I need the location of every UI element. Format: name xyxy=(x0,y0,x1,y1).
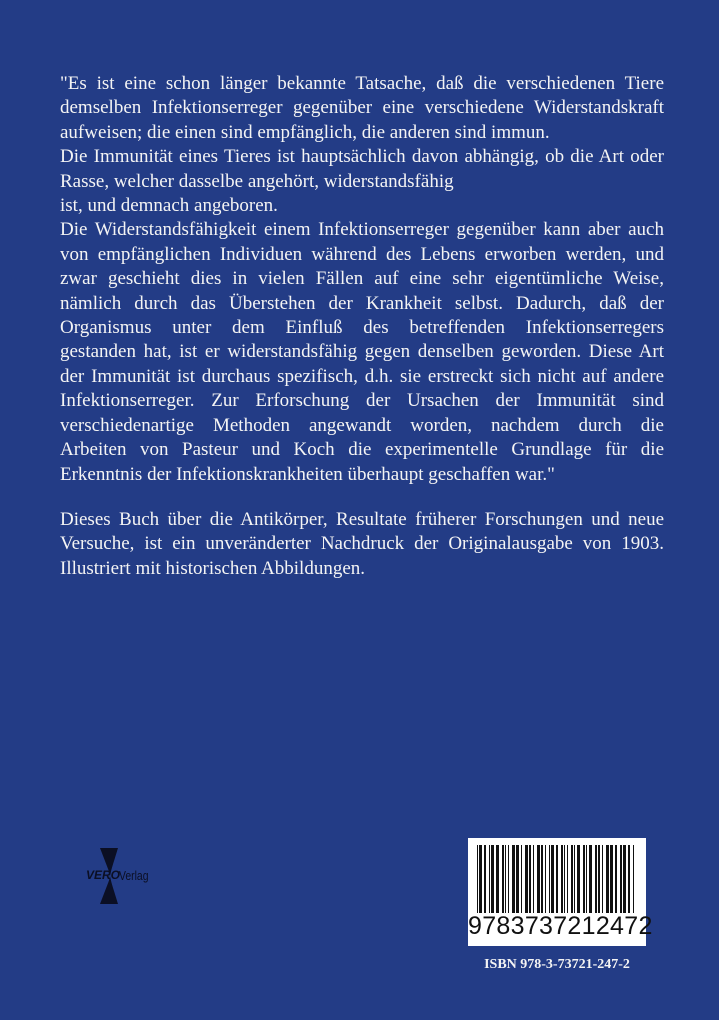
blurb-paragraph xyxy=(60,72,664,487)
barcode-bar xyxy=(595,845,597,913)
barcode-bar xyxy=(533,845,534,913)
barcode-bar xyxy=(537,845,540,913)
blurb-line: Die Widerstandsfähigkeit einem Infektionserreger gegenüber kann aber auch xyxy=(60,219,664,241)
barcode-bar xyxy=(496,845,499,913)
barcode-bar xyxy=(623,845,626,913)
barcode-bar xyxy=(586,845,587,913)
blurb-line: demselben Infektionserreger gegenüber eine verschiedene Widerstandskraft xyxy=(60,97,664,119)
back-cover-blurb xyxy=(60,72,664,602)
logo-verlag-text: Verlag xyxy=(119,868,149,883)
isbn-barcode xyxy=(468,838,653,946)
blurb-line: zwar geschieht dies in vielen Fällen auf eine sehr eigentümliche Weise, xyxy=(60,268,664,290)
barcode-bar xyxy=(549,845,550,913)
barcode-bar xyxy=(479,845,482,913)
barcode-bar xyxy=(545,845,546,913)
barcode-bar xyxy=(571,845,573,913)
barcode-bar xyxy=(516,845,519,913)
barcode-bar xyxy=(602,845,603,913)
blurb-line: Infektionserreger. Zur Erforschung der Ursachen der Immunität sind xyxy=(60,390,664,412)
barcode-bar xyxy=(521,845,522,913)
blurb-line: verschiedenartige Methoden angewandt worden, nachdem durch die xyxy=(60,414,664,436)
barcode-bar xyxy=(615,845,617,913)
barcode-bar xyxy=(489,845,490,913)
blurb-line: Arbeiten von Pasteur und Koch die experimentelle Grundlage für die xyxy=(60,439,664,461)
blurb-line: Die Immunität eines Tieres ist hauptsächlich davon abhängig, ob die Art oder xyxy=(60,146,664,168)
blurb-line: Rasse, welcher dasselbe angehört, widerstandsfähig xyxy=(60,170,454,192)
blurb-line: gestanden hat, ist er widerstandsfähig gegen denselben geworden. Diese Art xyxy=(60,341,664,363)
barcode-bar xyxy=(529,845,531,913)
blurb-line: der Immunität ist durchaus spezifisch, d.h. sie erstreckt sich nicht auf andere xyxy=(60,365,664,387)
barcode-bar xyxy=(564,845,565,913)
barcode-bar xyxy=(598,845,600,913)
barcode-bar xyxy=(505,845,506,913)
barcode-bar xyxy=(633,845,634,913)
barcode-bar xyxy=(583,845,585,913)
barcode-bar xyxy=(525,845,528,913)
blurb-line: von empfänglichen Individuen während des Lebens erworben werden, und xyxy=(60,243,664,265)
blurb-line: Illustriert mit historischen Abbildungen. xyxy=(60,557,366,579)
barcode-bar xyxy=(589,845,592,913)
barcode-number: 9783737212472 xyxy=(468,912,653,940)
publisher-logo xyxy=(86,848,156,904)
blurb-line: Dieses Buch über die Antikörper, Resultate früherer Forschungen und neue xyxy=(60,508,664,530)
barcode-bar xyxy=(574,845,575,913)
barcode-bar xyxy=(610,845,613,913)
isbn-label: ISBN 978-3-73721-247-2 xyxy=(484,957,630,972)
blurb-paragraph xyxy=(60,508,664,581)
blurb-line: aufweisen; die einen sind empfänglich, die anderen sind immun. xyxy=(60,121,550,143)
barcode-bar xyxy=(512,845,515,913)
blurb-line: nämlich durch das Überstehen der Krankheit selbst. Dadurch, daß der xyxy=(60,292,664,314)
barcode-bar xyxy=(508,845,509,913)
barcode-bar xyxy=(491,845,494,913)
barcode-bars xyxy=(477,845,637,913)
blurb-line: Erkenntnis der Infektionskrankheiten überhaupt geschaffen war." xyxy=(60,463,555,485)
barcode-bar xyxy=(556,845,558,913)
logo-vero-text: VERO xyxy=(86,868,121,882)
barcode-bar xyxy=(484,845,486,913)
blurb-line: Organismus unter dem Einfluß des betreffenden Infektionserregers xyxy=(60,317,664,339)
barcode-bar xyxy=(561,845,563,913)
blurb-line: "Es ist eine schon länger bekannte Tatsache, daß die verschiedenen Tiere xyxy=(60,73,664,94)
barcode-bar xyxy=(551,845,554,913)
barcode-bar xyxy=(577,845,580,913)
blurb-line: ist, und demnach angeboren. xyxy=(60,195,278,217)
blurb-line: Versuche, ist ein unveränderter Nachdruck der Originalausgabe von 1903. xyxy=(60,533,664,555)
barcode-bar xyxy=(628,845,630,913)
barcode-bar xyxy=(567,845,568,913)
barcode-bar xyxy=(620,845,622,913)
barcode-bar xyxy=(541,845,543,913)
barcode-bar xyxy=(502,845,504,913)
barcode-bar xyxy=(477,845,478,913)
barcode-bar xyxy=(606,845,609,913)
